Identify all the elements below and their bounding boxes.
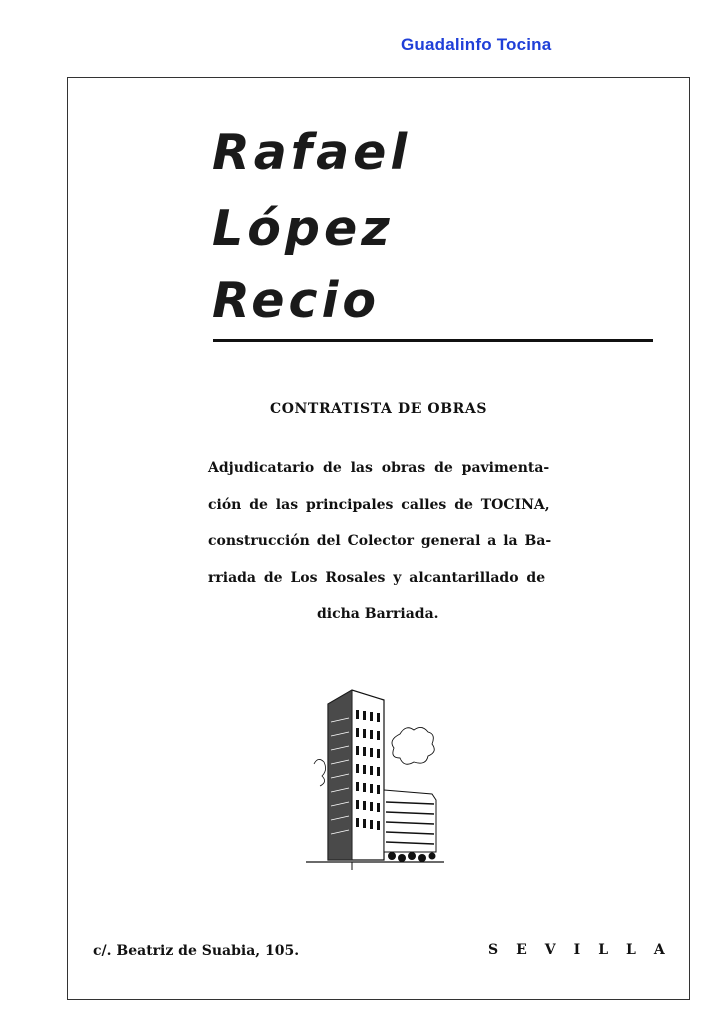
description-line-4: rriada de Los Rosales y alcantarillado de <box>208 570 546 586</box>
description-line-2: ción de las principales calles de TOCINA, <box>208 497 550 513</box>
description-line-1: Adjudicatario de las obras de pavimenta- <box>208 460 550 476</box>
watermark: Guadalinfo Tocina <box>401 35 552 54</box>
name-line-3: Recio <box>212 272 381 329</box>
name-line-1: Rafael <box>212 124 412 181</box>
building-illustration-icon <box>300 682 450 872</box>
name-line-2: López <box>212 200 394 257</box>
heading-rule <box>213 339 653 342</box>
address: c/. Beatriz de Suabia, 105. <box>93 943 300 959</box>
description-line-5: dicha Barriada. <box>317 606 439 622</box>
subtitle: CONTRATISTA DE OBRAS <box>270 401 488 417</box>
city: SEVILLA <box>488 942 683 958</box>
description-line-3: construcción del Colector general a la Ba- <box>208 533 552 549</box>
